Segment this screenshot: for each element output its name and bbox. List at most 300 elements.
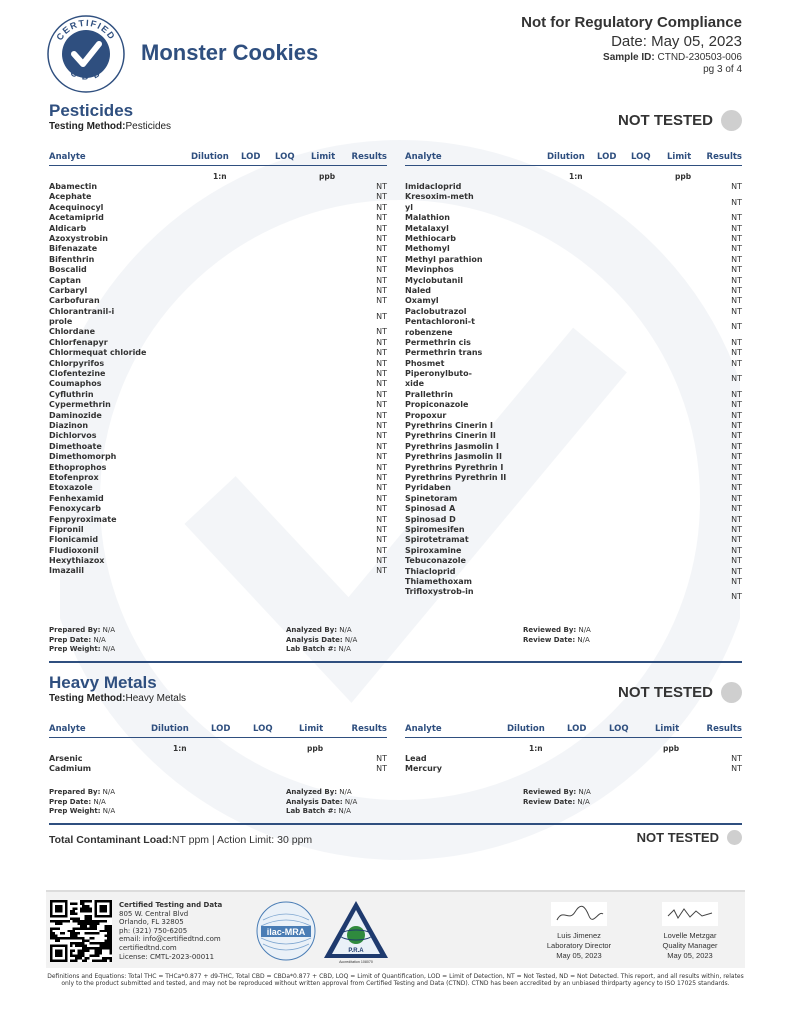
table-row (49, 296, 387, 306)
signer-quality-manager (635, 898, 745, 961)
table-row (49, 556, 387, 566)
analyte-name: Cypermethrin (49, 400, 111, 410)
column-header: Dilution (191, 152, 229, 162)
result-value: NT (376, 337, 387, 347)
analyte-name: Mercury (405, 764, 442, 774)
result-value: NT (376, 348, 387, 358)
analyte-name: Clofentezine (49, 369, 106, 379)
result-value: NT (731, 483, 742, 493)
table-row (405, 442, 742, 452)
signer2-title: Quality Manager (662, 941, 718, 950)
analyte-name: Kresoxim-methyl (405, 192, 474, 212)
result-value: NT (731, 348, 742, 358)
table-row (405, 234, 742, 244)
analyte-name: Paclobutrazol (405, 306, 467, 316)
result-value: NT (376, 244, 387, 254)
result-value: NT (376, 441, 387, 451)
table-row (49, 515, 387, 525)
column-header: Results (351, 724, 387, 734)
signoff-column (286, 626, 357, 655)
heavy-metals-signoff (49, 788, 742, 818)
signer1-date: May 05, 2023 (556, 951, 602, 960)
units-row (49, 738, 387, 754)
result-value: NT (376, 764, 387, 774)
table-row (49, 525, 387, 535)
result-value: NT (376, 296, 387, 306)
table-row (405, 338, 742, 348)
dilution-value: 1:n (213, 172, 227, 181)
table-row (405, 213, 742, 223)
table-row (49, 400, 387, 410)
column-header: Analyte (49, 724, 86, 734)
table-row (405, 400, 742, 410)
result-value: NT (731, 244, 742, 254)
table-row (405, 494, 742, 504)
analyte-name: Fenpyroximate (49, 514, 117, 524)
analyte-name: Permethrin cis (405, 337, 471, 347)
column-header: Results (706, 724, 742, 734)
table-row (49, 192, 387, 202)
analyte-name: Arsenic (49, 754, 83, 763)
table-row (49, 213, 387, 223)
dilution-value: 1:n (529, 744, 543, 753)
limit-unit: ppb (675, 172, 692, 181)
analyte-name: Methyl parathion (405, 254, 483, 264)
analyte-name: Oxamyl (405, 296, 439, 306)
table-row (405, 276, 742, 286)
result-value: NT (731, 524, 742, 534)
units-row (405, 166, 742, 182)
table-row (405, 483, 742, 493)
table-row (405, 556, 742, 566)
total-status: NOT TESTED (637, 830, 742, 845)
table-row (49, 265, 387, 275)
status-dot-icon (721, 110, 742, 131)
result-value: NT (731, 462, 742, 472)
page-number: pg 3 of 4 (703, 64, 742, 75)
pesticides-table-left (49, 150, 387, 577)
table-row (405, 452, 742, 462)
signoff-line: Analysis Date: N/A (286, 635, 358, 644)
analyte-name: Cyfluthrin (49, 389, 94, 399)
analyte-name: Naled (405, 285, 431, 295)
limit-unit: ppb (663, 744, 680, 753)
result-value: NT (731, 576, 742, 586)
analyte-name: Acequinocyl (49, 202, 104, 212)
result-value: NT (376, 192, 387, 202)
heavy-metals-title: Heavy Metals (49, 673, 157, 692)
signoff-line: Prep Date: N/A (49, 635, 106, 644)
signoff-line: Review Date: N/A (523, 635, 590, 644)
table-row (49, 442, 387, 452)
lab-footer (46, 890, 745, 968)
table-row (405, 535, 742, 545)
analyte-name: Etoxazole (49, 483, 93, 493)
lab-contact (119, 901, 222, 961)
dilution-value: 1:n (569, 172, 583, 181)
signoff-line: Prepared By: N/A (49, 626, 116, 634)
pesticides-signoff (49, 626, 742, 656)
analyte-name: Propoxur (405, 410, 447, 420)
section-divider (49, 823, 742, 825)
result-value: NT (731, 285, 742, 295)
table-row (405, 369, 742, 390)
table-row (49, 494, 387, 504)
table-row (405, 244, 742, 254)
analyte-name: Spinosad D (405, 514, 456, 524)
column-header: LOQ (609, 724, 629, 734)
analyte-name: Spirotetramat (405, 535, 469, 545)
badge2-subtext: Accreditation 108070 (339, 960, 373, 964)
table-row (49, 535, 387, 545)
table-row (405, 421, 742, 431)
analyte-name: Etofenprox (49, 472, 99, 482)
table-row (49, 234, 387, 244)
table-row (49, 182, 387, 192)
result-value: NT (731, 514, 742, 524)
result-value: NT (376, 472, 387, 482)
signature-lovelle-metzgar (635, 898, 745, 928)
result-value: NT (376, 462, 387, 472)
table-row (49, 224, 387, 234)
analyte-name: Flonicamid (49, 535, 99, 545)
analyte-name: Piperonylbuto-xide (405, 369, 472, 389)
analyte-name: Abamectin (49, 182, 98, 191)
units-row (405, 738, 742, 754)
result-value: NT (376, 556, 387, 566)
status-dot-icon (721, 682, 742, 703)
result-value: NT (731, 556, 742, 566)
table-row (405, 224, 742, 234)
result-value: NT (731, 400, 742, 410)
result-value: NT (376, 452, 387, 462)
qr-code-icon[interactable] (50, 900, 112, 962)
analyte-name: Tebuconazole (405, 556, 466, 566)
table-row (405, 348, 742, 358)
table-row (49, 431, 387, 441)
table-header (405, 722, 742, 738)
lab-email: email: info@certifiedtnd.com (119, 935, 221, 944)
heavy-metals-status: NOT TESTED (618, 682, 742, 703)
analyte-name: Acetamiprid (49, 213, 104, 223)
result-value: NT (376, 358, 387, 368)
table-row (405, 754, 742, 764)
result-value: NT (731, 592, 742, 602)
column-header: LOD (211, 724, 231, 734)
analyte-name: Pyrethrins Pyrethrin I (405, 462, 504, 472)
result-value: NT (731, 358, 742, 368)
lab-website[interactable]: certifiedtnd.com (119, 943, 177, 952)
badge2-text: P.R.A (348, 948, 364, 954)
column-header: Results (706, 152, 742, 162)
table-row (49, 369, 387, 379)
table-row (49, 411, 387, 421)
analyte-name: Imidacloprid (405, 182, 462, 191)
signoff-line: Prepared By: N/A (49, 788, 116, 796)
analyte-name: Aldicarb (49, 223, 87, 233)
table-row (405, 390, 742, 400)
result-value: NT (731, 764, 742, 774)
analyte-name: Pyrethrins Jasmolin I (405, 441, 499, 451)
analyte-name: Dichlorvos (49, 431, 97, 441)
result-value: NT (376, 504, 387, 514)
table-row (405, 546, 742, 556)
column-header: Dilution (151, 724, 189, 734)
report-date: Date: May 05, 2023 (611, 33, 742, 50)
column-header: Limit (299, 724, 324, 734)
table-row (405, 317, 742, 338)
report-meta (521, 14, 742, 75)
ilac-mra-badge-icon (255, 900, 317, 962)
table-row (405, 587, 742, 608)
result-value: NT (731, 441, 742, 451)
signer-lab-director (524, 898, 634, 961)
signoff-line: Analysis Date: N/A (286, 797, 358, 806)
analyte-name: Spiroxamine (405, 545, 462, 555)
analyte-name: Acephate (49, 192, 92, 202)
signer2-date: May 05, 2023 (667, 951, 713, 960)
table-row (49, 754, 387, 764)
pra-accreditation-badge-icon (321, 898, 391, 964)
result-value: NT (376, 400, 387, 410)
signoff-line: Prep Date: N/A (49, 797, 106, 806)
badge1-text: ilac-MRA (266, 927, 306, 937)
table-row (49, 255, 387, 265)
analyte-name: Pyrethrins Cinerin I (405, 421, 493, 431)
compliance-note: Not for Regulatory Compliance (521, 14, 742, 31)
table-row (405, 192, 742, 213)
analyte-name: Azoxystrobin (49, 233, 108, 243)
analyte-name: Metalaxyl (405, 223, 449, 233)
analyte-name: Fipronil (49, 524, 84, 534)
certified-cbd-seal-icon (46, 14, 126, 94)
result-value: NT (376, 275, 387, 285)
result-value: NT (731, 493, 742, 503)
pesticides-method: Testing Method:Pesticides (49, 121, 172, 132)
signoff-line: Analyzed By: N/A (286, 788, 352, 796)
analyte-name: Trifloxystrob-in (405, 587, 474, 597)
table-header (49, 150, 387, 166)
table-row (49, 452, 387, 462)
table-row (49, 348, 387, 358)
limit-unit: ppb (307, 744, 324, 753)
analyte-name: Coumaphos (49, 379, 102, 389)
analyte-name: Chlorfenapyr (49, 337, 108, 347)
analyte-name: Prallethrin (405, 389, 454, 399)
definitions-disclaimer: Definitions and Equations: Total THC = THCa*0.877 + d9-THC, Total CBD = CBDa*0.877 + CBD, LOQ = Limit of Quantification, LOD = Limit of Detection, NT = Not Tested, ND = Not Detected. This report, and all results within, relates only to the product submitted and tested, and may not be reproduced without written approval from Certified Testing and Data (CTND). CTND has been accredited by an unbiased thirdparty agency to ISO 17025 standards. (47, 973, 744, 987)
signoff-line: Reviewed By: N/A (523, 788, 591, 796)
result-value: NT (376, 483, 387, 493)
analyte-name: Daminozide (49, 410, 102, 420)
table-row (49, 338, 387, 348)
result-value: NT (731, 337, 742, 347)
table-row (405, 515, 742, 525)
signoff-column (49, 626, 115, 655)
table-row (405, 265, 742, 275)
result-value: NT (731, 389, 742, 399)
column-header: Dilution (507, 724, 545, 734)
table-row (405, 307, 742, 317)
analyte-name: Dimethomorph (49, 452, 117, 462)
result-value: NT (731, 265, 742, 275)
dilution-value: 1:n (173, 744, 187, 753)
lab-name: Certified Testing and Data (119, 901, 223, 909)
analyte-name: Spinosad A (405, 504, 456, 514)
table-row (49, 327, 387, 337)
analyte-name: Spinetoram (405, 493, 458, 503)
seal-text-top: CERTIFIED (54, 17, 118, 43)
result-value: NT (731, 306, 742, 316)
report-header (0, 0, 791, 95)
result-value: NT (376, 514, 387, 524)
column-header: Limit (667, 152, 692, 162)
result-value: NT (731, 223, 742, 233)
limit-unit: ppb (319, 172, 336, 181)
table-row (405, 411, 742, 421)
result-value: NT (376, 369, 387, 379)
heavy-metals-table-right (405, 722, 742, 775)
table-row (49, 390, 387, 400)
result-value: NT (376, 182, 387, 191)
product-name: Monster Cookies (141, 40, 319, 65)
analyte-name: Methomyl (405, 244, 450, 254)
table-row (49, 276, 387, 286)
table-row (49, 359, 387, 369)
signer1-name: Luis Jimenez (557, 931, 601, 940)
analyte-name: Permethrin trans (405, 348, 483, 358)
column-header: Results (351, 152, 387, 162)
analyte-name: Thiamethoxam (405, 576, 472, 586)
analyte-name: Carbofuran (49, 296, 100, 306)
lab-phone: ph: (321) 750-6205 (119, 926, 188, 935)
column-header: LOD (241, 152, 261, 162)
table-row (49, 566, 387, 576)
signoff-column (286, 788, 357, 817)
table-row (405, 525, 742, 535)
lab-license: License: CMTL-2023-00011 (119, 952, 215, 961)
pesticides-table-right (405, 150, 742, 608)
signoff-line: Review Date: N/A (523, 797, 590, 806)
heavy-metals-method: Testing Method:Heavy Metals (49, 693, 187, 704)
table-row (405, 567, 742, 577)
analyte-name: Phosmet (405, 358, 445, 368)
analyte-name: Pyridaben (405, 483, 451, 493)
table-header (405, 150, 742, 166)
analyte-name: Carbaryl (49, 285, 88, 295)
section-divider (49, 661, 742, 663)
table-row (405, 473, 742, 483)
table-row (49, 504, 387, 514)
result-value: NT (731, 213, 742, 223)
table-header (49, 722, 387, 738)
analyte-name: Lead (405, 754, 427, 763)
result-value: NT (376, 254, 387, 264)
analyte-name: Pyrethrins Pyrethrin II (405, 472, 507, 482)
column-header: Analyte (405, 724, 442, 734)
units-row (49, 166, 387, 182)
analyte-name: Boscalid (49, 265, 87, 275)
result-value: NT (376, 410, 387, 420)
analyte-name: Cadmium (49, 764, 92, 774)
result-value: NT (731, 431, 742, 441)
table-row (405, 359, 742, 369)
status-dot-icon (727, 830, 742, 845)
result-value: NT (376, 524, 387, 534)
signoff-line: Prep Weight: N/A (49, 807, 116, 815)
column-header: Dilution (547, 152, 585, 162)
result-value: NT (731, 233, 742, 243)
signer1-title: Laboratory Director (546, 941, 612, 950)
column-header: Limit (655, 724, 680, 734)
analyte-name: Myclobutanil (405, 275, 463, 285)
result-value: NT (731, 566, 742, 576)
column-header: Analyte (405, 152, 442, 162)
table-row (49, 286, 387, 296)
result-value: NT (376, 202, 387, 212)
signer2-name: Lovelle Metzgar (663, 931, 717, 940)
table-row (405, 431, 742, 441)
analyte-name: Chlordane (49, 327, 95, 337)
result-value: NT (376, 431, 387, 441)
result-value: NT (731, 410, 742, 420)
table-row (405, 296, 742, 306)
pesticides-status: NOT TESTED (618, 110, 742, 131)
analyte-name: Diazinon (49, 421, 89, 430)
result-value: NT (376, 535, 387, 545)
analyte-name: Imazalil (49, 566, 84, 576)
result-value: NT (731, 504, 742, 514)
result-value: NT (376, 311, 387, 321)
result-value: NT (376, 389, 387, 399)
total-contaminant-load: Total Contaminant Load:NT ppm | Action Limit: 30 ppm (49, 834, 313, 846)
signoff-line: Analyzed By: N/A (286, 626, 352, 634)
analyte-name: Chlormequat chloride (49, 348, 147, 358)
result-value: NT (376, 754, 387, 763)
result-value: NT (376, 379, 387, 389)
column-header: LOQ (631, 152, 651, 162)
result-value: NT (376, 213, 387, 223)
signoff-column (523, 626, 591, 645)
table-row (49, 203, 387, 213)
signoff-line: Lab Batch #: N/A (286, 807, 351, 815)
analyte-name: Fenhexamid (49, 493, 104, 503)
analyte-name: Bifenthrin (49, 254, 95, 264)
analyte-name: Chlorantranil-iprole (49, 306, 115, 327)
result-value: NT (376, 233, 387, 243)
analyte-name: Chlorpyrifos (49, 358, 105, 368)
column-header: LOD (597, 152, 617, 162)
table-row (49, 473, 387, 483)
seal-text-bottom: C B D (68, 67, 104, 82)
column-header: Analyte (49, 152, 86, 162)
result-value: NT (731, 545, 742, 555)
result-value: NT (376, 566, 387, 576)
analyte-name: Dimethoate (49, 441, 102, 451)
analyte-name: Spiromesifen (405, 524, 465, 534)
signoff-column (523, 788, 591, 807)
column-header: LOQ (275, 152, 295, 162)
analyte-name: Fludioxonil (49, 545, 99, 555)
column-header: Limit (311, 152, 336, 162)
result-value: NT (731, 754, 742, 763)
table-row (405, 182, 742, 192)
heavy-metals-table-left (49, 722, 387, 775)
analyte-name: Methiocarb (405, 233, 456, 243)
analyte-name: Pentachloroni-trobenzene (405, 317, 475, 337)
result-value: NT (376, 493, 387, 503)
signoff-column (49, 788, 115, 817)
table-row (405, 286, 742, 296)
